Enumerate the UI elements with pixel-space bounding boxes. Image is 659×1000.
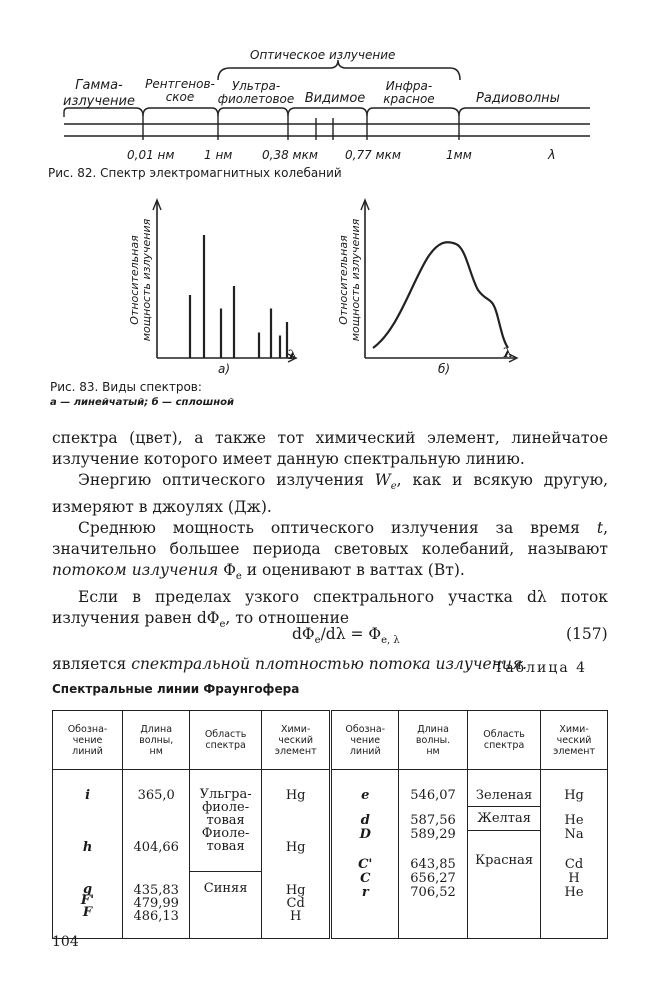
region-visible: Видимое [304,91,366,106]
left-lines-cell: i h g F' F [53,770,123,939]
continuous-spectrum-curve [373,242,508,348]
fig83a-label: а) [218,362,231,376]
th-element-right: Хими- ческий элемент [541,711,608,770]
tick-2: 0,38 мкм [262,148,318,162]
region-radio: Радиоволны [476,91,560,106]
th-element-left: Хими- ческий элемент [261,711,331,770]
paragraph-4: Если в пределах узкого спектрального участка dλ поток излучения равен $d\Phi_e$, то отношение [52,588,608,631]
region-uv: Ультра- фиолетовое [217,79,295,106]
fig83-caption-title: Рис. 83. Виды спектров: [50,380,202,394]
left-waves-cell: 365,0 404,66 435,83 479,99 486,13 [123,770,190,939]
formula-number: (157) [566,625,608,643]
right-elements-cell: Hg He Na Cd H He [541,770,608,939]
fig83b-lambda: λ [503,346,513,361]
table-title: Спектральные линии Фраунгофера [52,682,300,696]
fig83b-label: б) [438,362,451,376]
th-wave-left: Длина волны, нм [123,711,190,770]
right-regions-cell: Зеленая Желтая Красная [468,770,541,939]
page-number: 104 [52,934,79,950]
tick-0: 0,01 нм [127,148,175,162]
optical-radiation-label: Оптическое излучение [250,48,396,62]
region-xray: Рентгенов- ское [145,77,215,104]
fig83-caption-sub: а — линейчатый; б — сплошной [50,397,235,408]
th-region-right: Область спектра [468,711,541,770]
paragraph-3: Среднюю мощность оптического излучения за время t, значительно большее периода световых колебаний, называют потоком излучения $\Phi_e$ и оценивают в ваттах (Вт). [52,519,608,583]
fig83a-ylabel: Относительная мощность излучения [128,218,153,342]
formula-157: $d\Phi_e/d\lambda = \Phi_{e, \lambda}$ [292,625,400,647]
left-elements-cell: Hg Hg Hg Cd H [261,770,331,939]
th-wave-right: Длина волны. нм [399,711,468,770]
paragraph-5: является спектральной плотностью потока излучения. [52,655,528,673]
fig83-svg [0,190,659,380]
tick-3: 0,77 мкм [345,148,401,162]
region-gamma: Гамма- излучение [63,78,135,109]
right-waves-cell: 546,07 587,56 589,29 643,85 656,27 706,52 [399,770,468,939]
fig83-charts [0,190,659,420]
region-ir: Инфра- красное [383,79,435,106]
paragraph-1: спектра (цвет), а также тот химический элемент, линейчатое излучение которого имеет данную спектральную линию. [52,429,608,468]
fig83b-ylabel: Относительная мощность излучения [337,218,362,342]
tick-4: 1мм [446,148,472,162]
fig82-diagram [0,0,659,190]
th-lines-left: Обозна- чение линий [53,711,123,770]
table-label: Таблица 4 [494,660,588,676]
right-lines-cell: e d D C' C r [331,770,399,939]
body-text [52,428,608,635]
left-regions-cell: Ульгра- фиоле- товая Фиоле- товая Синяя [190,770,262,939]
fig82-caption: Рис. 82. Спектр электромагнитных колебаний [48,166,342,180]
fig83a-lambda: λ [288,348,298,363]
fraunhofer-table [52,710,608,939]
th-lines-right: Обозна- чение линий [331,711,399,770]
tick-lambda: λ [548,148,556,163]
th-region-left: Область спектра [190,711,262,770]
tick-1: 1 нм [204,148,233,162]
paragraph-2: Энергию оптического излучения $W_e$, как и всякую другую, измеряют в джоулях (Дж). [52,471,608,517]
